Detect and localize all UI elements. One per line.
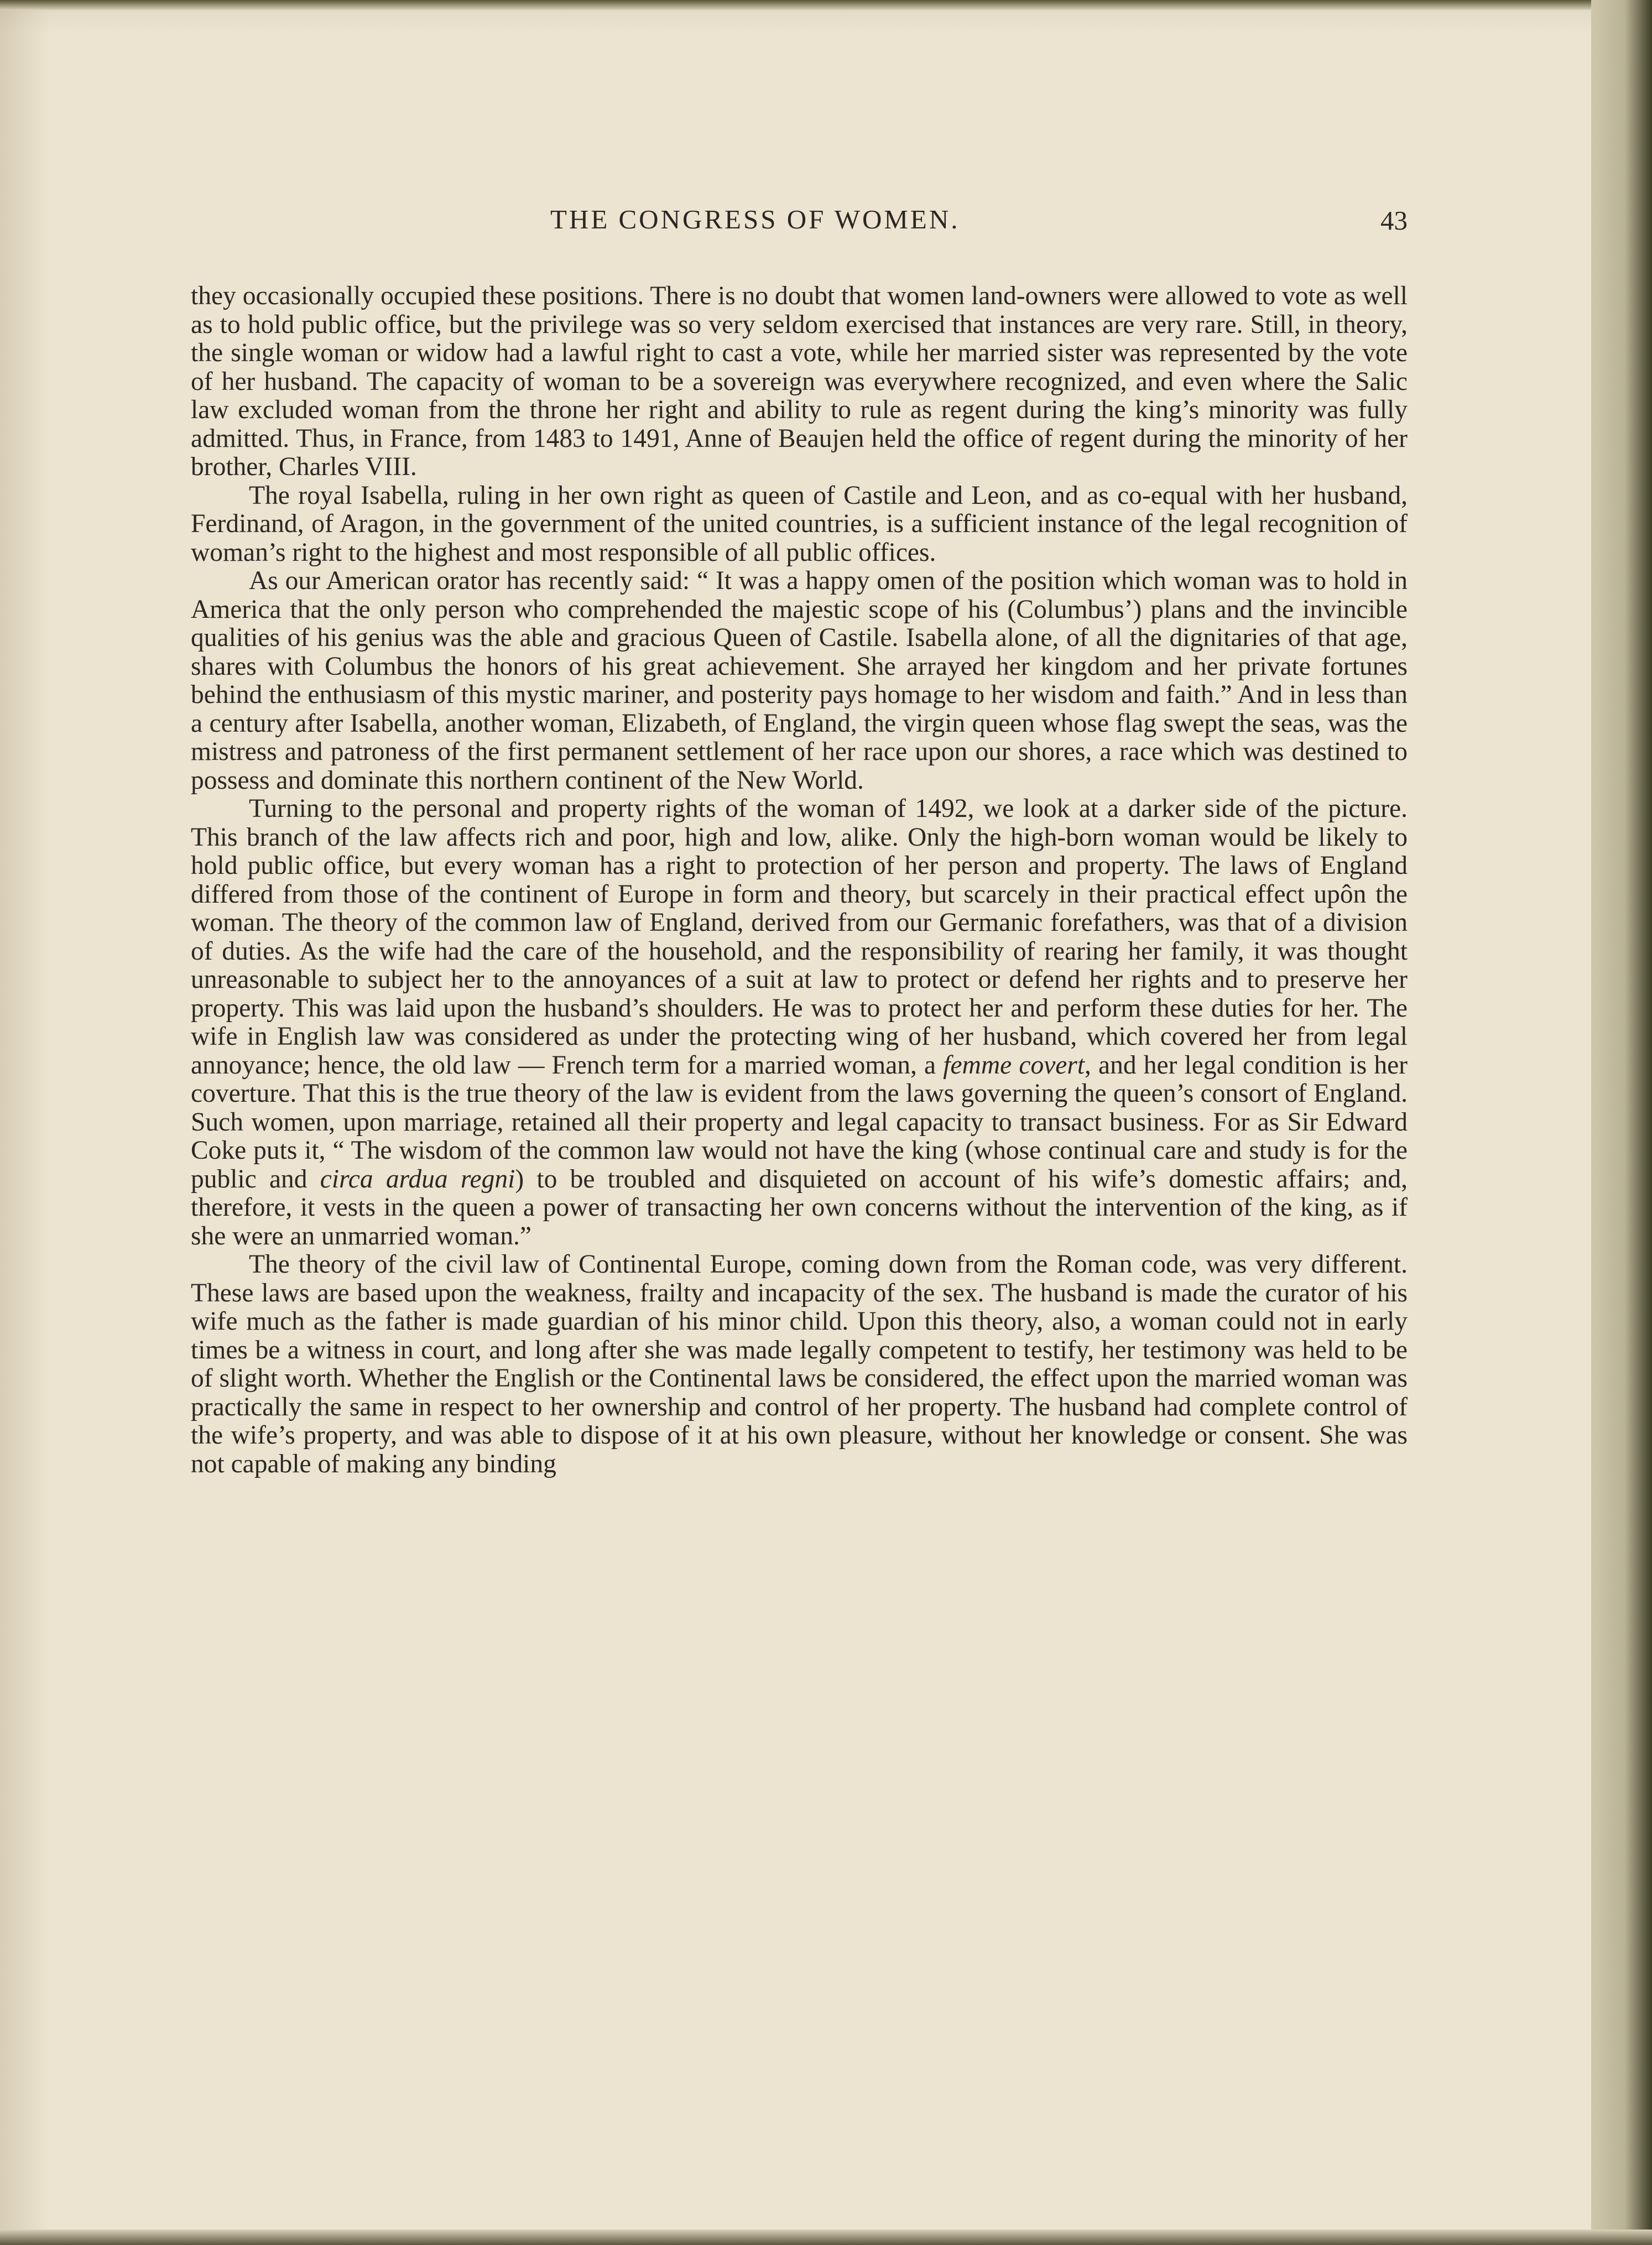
text-run: The theory of the civil law of Continental Europe, coming down from the Roman code, was very different. These laws are based upon the weakness, frailty and incapacity of the sex. The husband is made the curator of his wife much as the father is made guardian of his minor child. Upon this theory, also, a woman could not in early times be a witness in court, and long after she was made legally competent to testify, her testimony was held to be of slight worth. Whether the English or the Continental laws be considered, the effect upon the married woman was practically the same in respect to her ownership and control of her property. The husband had complete control of the wife’s property, and was able to dispose of it at his own pleasure, without her knowledge or consent. She was not capable of making any binding	[191, 1250, 1408, 1478]
text-run: As our American orator has recently said: “ It was a happy omen of the position which woman was to hold in America that the only person who comprehended the majestic scope of his (Columbus’) plans and the invincible qualities of his genius was the able and gracious Queen of Castile. Isabella alone, of all the dignitaries of that age, shares with Columbus the honors of his great achievement. She arrayed her kingdom and her private fortunes behind the enthusiasm of this mystic mariner, and posterity pays homage to her wisdom and faith.” And in less than a century after Isabella, another woman, Elizabeth, of England, the virgin queen whose flag swept the seas, was the mistress and patroness of the first permanent settlement of her race upon our shores, a race which was destined to possess and dominate this northern continent of the New World.	[191, 566, 1408, 795]
paragraph	[191, 482, 1408, 567]
text-run: , and her legal condition is her coverture. That this is the true theory of the law is evident from the laws governing the queen’s consort of England. Such women, upon marriage, retained all their property and legal capacity to transact business. For as Sir Edward Coke puts it, “ The wisdom of the common law would not have the king (whose continual care and study is for the public and	[191, 1050, 1408, 1194]
page-bottom-edge	[0, 2230, 1652, 2245]
paragraph	[191, 1251, 1408, 1478]
italic-text: circa ardua regni	[320, 1164, 515, 1194]
paragraph	[191, 795, 1408, 1251]
page-top-edge	[0, 0, 1652, 10]
page-number: 43	[1380, 205, 1408, 236]
paragraph	[191, 282, 1408, 482]
text-run: The royal Isabella, ruling in her own right as queen of Castile and Leon, and as co-equal with her husband, Ferdinand, of Aragon, in the government of the united countries, is a sufficient instance of the legal recognition of woman’s right to the highest and most responsible of all public offices.	[191, 481, 1408, 567]
text-run: Turning to the personal and property rights of the woman of 1492, we look at a darker side of the picture. This branch of the law affects rich and poor, high and low, alike. Only the high-born woman would be likely to hold public office, but every woman has a right to protection of her person and property. The laws of England differed from those of the continent of Europe in form and theory, but scarcely in their practical effect upôn the woman. The theory of the common law of England, derived from our Germanic forefathers, was that of a division of duties. As the wife had the care of the household, and the responsibility of rearing her family, it was thought unreasonable to subject her to the annoyances of a suit at law to protect or defend her rights and to preserve her property. This was laid upon the husband’s shoulders. He was to protect her and perform these duties for her. The wife in English law was considered as under the protecting wing of her husband, which covered her from legal annoyance; hence, the old law — French term for a married woman, a	[191, 794, 1408, 1080]
italic-text: femme covert	[943, 1050, 1085, 1080]
text-run: they occasionally occupied these positions. There is no doubt that women land-owners were allowed to vote as well as to hold public office, but the privilege was so very seldom exercised that instances are very rare. Still, in theory, the single woman or widow had a lawful right to cast a vote, while her married sister was represented by the vote of her husband. The capacity of woman to be a sovereign was everywhere recognized, and even where the Salic law excluded woman from the throne her right and ability to rule as regent during the king’s minority was fully admitted. Thus, in France, from 1483 to 1491, Anne of Beaujen held the office of regent during the minority of her brother, Charles VIII.	[191, 282, 1408, 481]
running-title: THE CONGRESS OF WOMEN.	[550, 204, 960, 235]
paragraph	[191, 567, 1408, 795]
body-text	[191, 282, 1408, 2163]
text-run: ) to be troubled and disquieted on account of his wife’s domestic affairs; and, therefore, it vests in the queen a power of transacting her own concerns without the intervention of the king, as if she were an unmarried woman.”	[191, 1164, 1408, 1251]
page-right-edge	[1591, 0, 1652, 2245]
page-header	[191, 204, 1408, 242]
